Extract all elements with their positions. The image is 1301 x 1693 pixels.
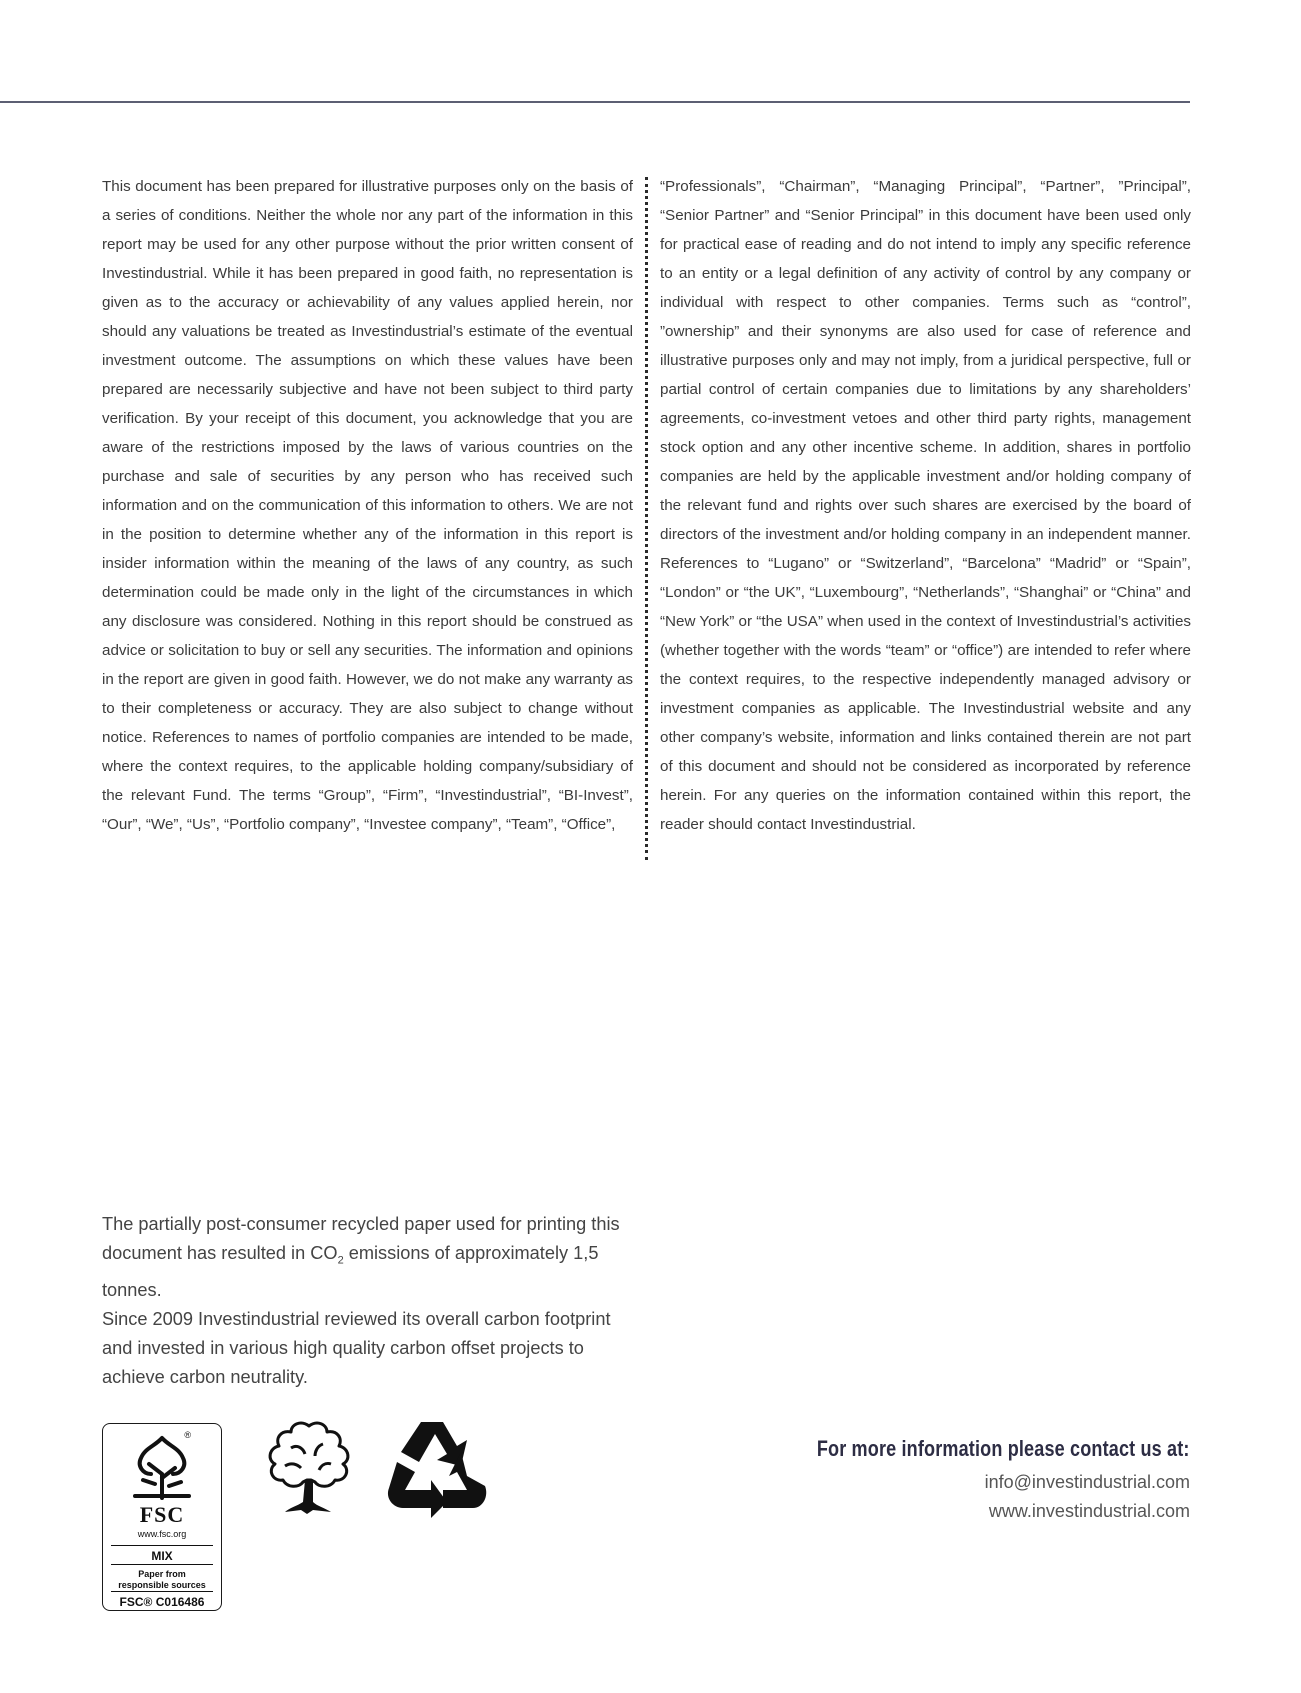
contact-block <box>735 1436 1190 1526</box>
fsc-paper-source <box>111 1564 213 1591</box>
contact-website-link[interactable]: www.investindustrial.com <box>988 1501 1190 1521</box>
co2-text-post: emissions of approximately 1,5 tonnes. <box>102 1243 599 1300</box>
contact-email-link[interactable]: info@investindustrial.com <box>984 1472 1190 1492</box>
top-rule <box>0 101 1190 103</box>
disclaimer-right-column: “Professionals”, “Chairman”, “Managing Principal”, “Partner”, ”Principal”, “Senior Partner” and “Senior Principal” in this document have been used only for practical ease of reading and do not intend to imply any specific reference to an entity or a legal definition of any activity of control by any company or individual with respect to other companies. Terms such as “control”, ”ownership” and their synonyms are also used for case of reference and illustrative purposes only and may not imply, from a juridical perspective, full or partial control of certain companies due to limitations by any shareholders’ agreements, co-investment vetoes and other third party rights, management stock option and any other incentive scheme. In addition, shares in portfolio companies are held by the applicable investment and/or holding company of the relevant fund and rights over such shares are exercised by the board of directors of the investment and/or holding company in an independent manner. References to “Lugano” or “Switzerland”, “Barcelona” “Madrid” or “Spain”, “London” or “the UK”, “Luxembourg”, “Netherlands”, “Shanghai” or “China” and “New York” or “the USA” when used in the context of Investindustrial’s activities (whether together with the words “team” or “office”) are intended to refer where the context requires, to the respective independently managed advisory or investment companies as applicable. The Investindustrial website and any other company’s website, information and links contained therein are not part of this document and should not be considered as incorporated by reference herein. For any queries on the information contained within this report, the reader should contact Investindustrial. <box>660 178 1191 833</box>
fsc-mix: MIX <box>111 1545 213 1563</box>
fsc-brand: FSC <box>139 1502 185 1527</box>
recycle-icon <box>381 1418 489 1520</box>
fsc-paper-line2: responsible sources <box>118 1580 206 1590</box>
co2-text-pre: The partially post-consumer recycled paper used for printing this document has resulted in CO <box>102 1214 620 1263</box>
fsc-registered-mark: ® <box>184 1430 191 1440</box>
disclaimer-left-column: This document has been prepared for illustrative purposes only on the basis of a series of conditions. Neither the whole nor any part of the information in this report may be used for any other purpose without the prior written consent of Investindustrial. While it has been prepared in good faith, no representation is given as to the accuracy or achievability of any values applied herein, nor should any valuations be treated as Investindustrial’s estimate of the eventual investment outcome. The assumptions on which these values have been prepared are necessarily subjective and have not been subject to third party verification. By your receipt of this document, you acknowledge that you are aware of the restrictions imposed by the laws of various countries on the purchase and sale of securities by any person who has received such information and on the communication of this information to others. We are not in the position to determine whether any of the information in this report is insider information within the meaning of the laws of any country, as such determination could be made only in the light of the circumstances in which any disclosure was considered. Nothing in this report should be construed as advice or solicitation to buy or sell any securities. The information and opinions in the report are given in good faith. However, we do not make any warranty as to their completeness or accuracy. They are also subject to change without notice. References to names of portfolio companies are intended to be made, where the context requires, to the applicable holding company/subsidiary of the relevant Fund. The terms “Group”, “Firm”, “Investindustrial”, “BI-Invest”, “Our”, “We”, “Us”, “Portfolio company”, “Investee company”, “Team”, “Office”, <box>102 178 633 833</box>
fsc-label <box>102 1423 222 1611</box>
carbon-footnote <box>102 1210 642 1392</box>
tree-icon <box>261 1418 357 1518</box>
fsc-code: FSC® C016486 <box>111 1591 213 1609</box>
carbon-paragraph <box>102 1210 642 1305</box>
fsc-paper-line1: Paper from <box>138 1569 186 1579</box>
fsc-url: www.fsc.org <box>137 1529 187 1539</box>
column-divider <box>645 177 648 860</box>
fsc-tree-icon <box>125 1434 199 1500</box>
carbon-neutrality-paragraph: Since 2009 Investindustrial reviewed its overall carbon footprint and invested in various high quality carbon offset projects to achieve carbon neutrality. <box>102 1308 611 1387</box>
co2-subscript: 2 <box>337 1254 344 1267</box>
contact-heading: For more information please contact us at: <box>817 1436 1190 1461</box>
